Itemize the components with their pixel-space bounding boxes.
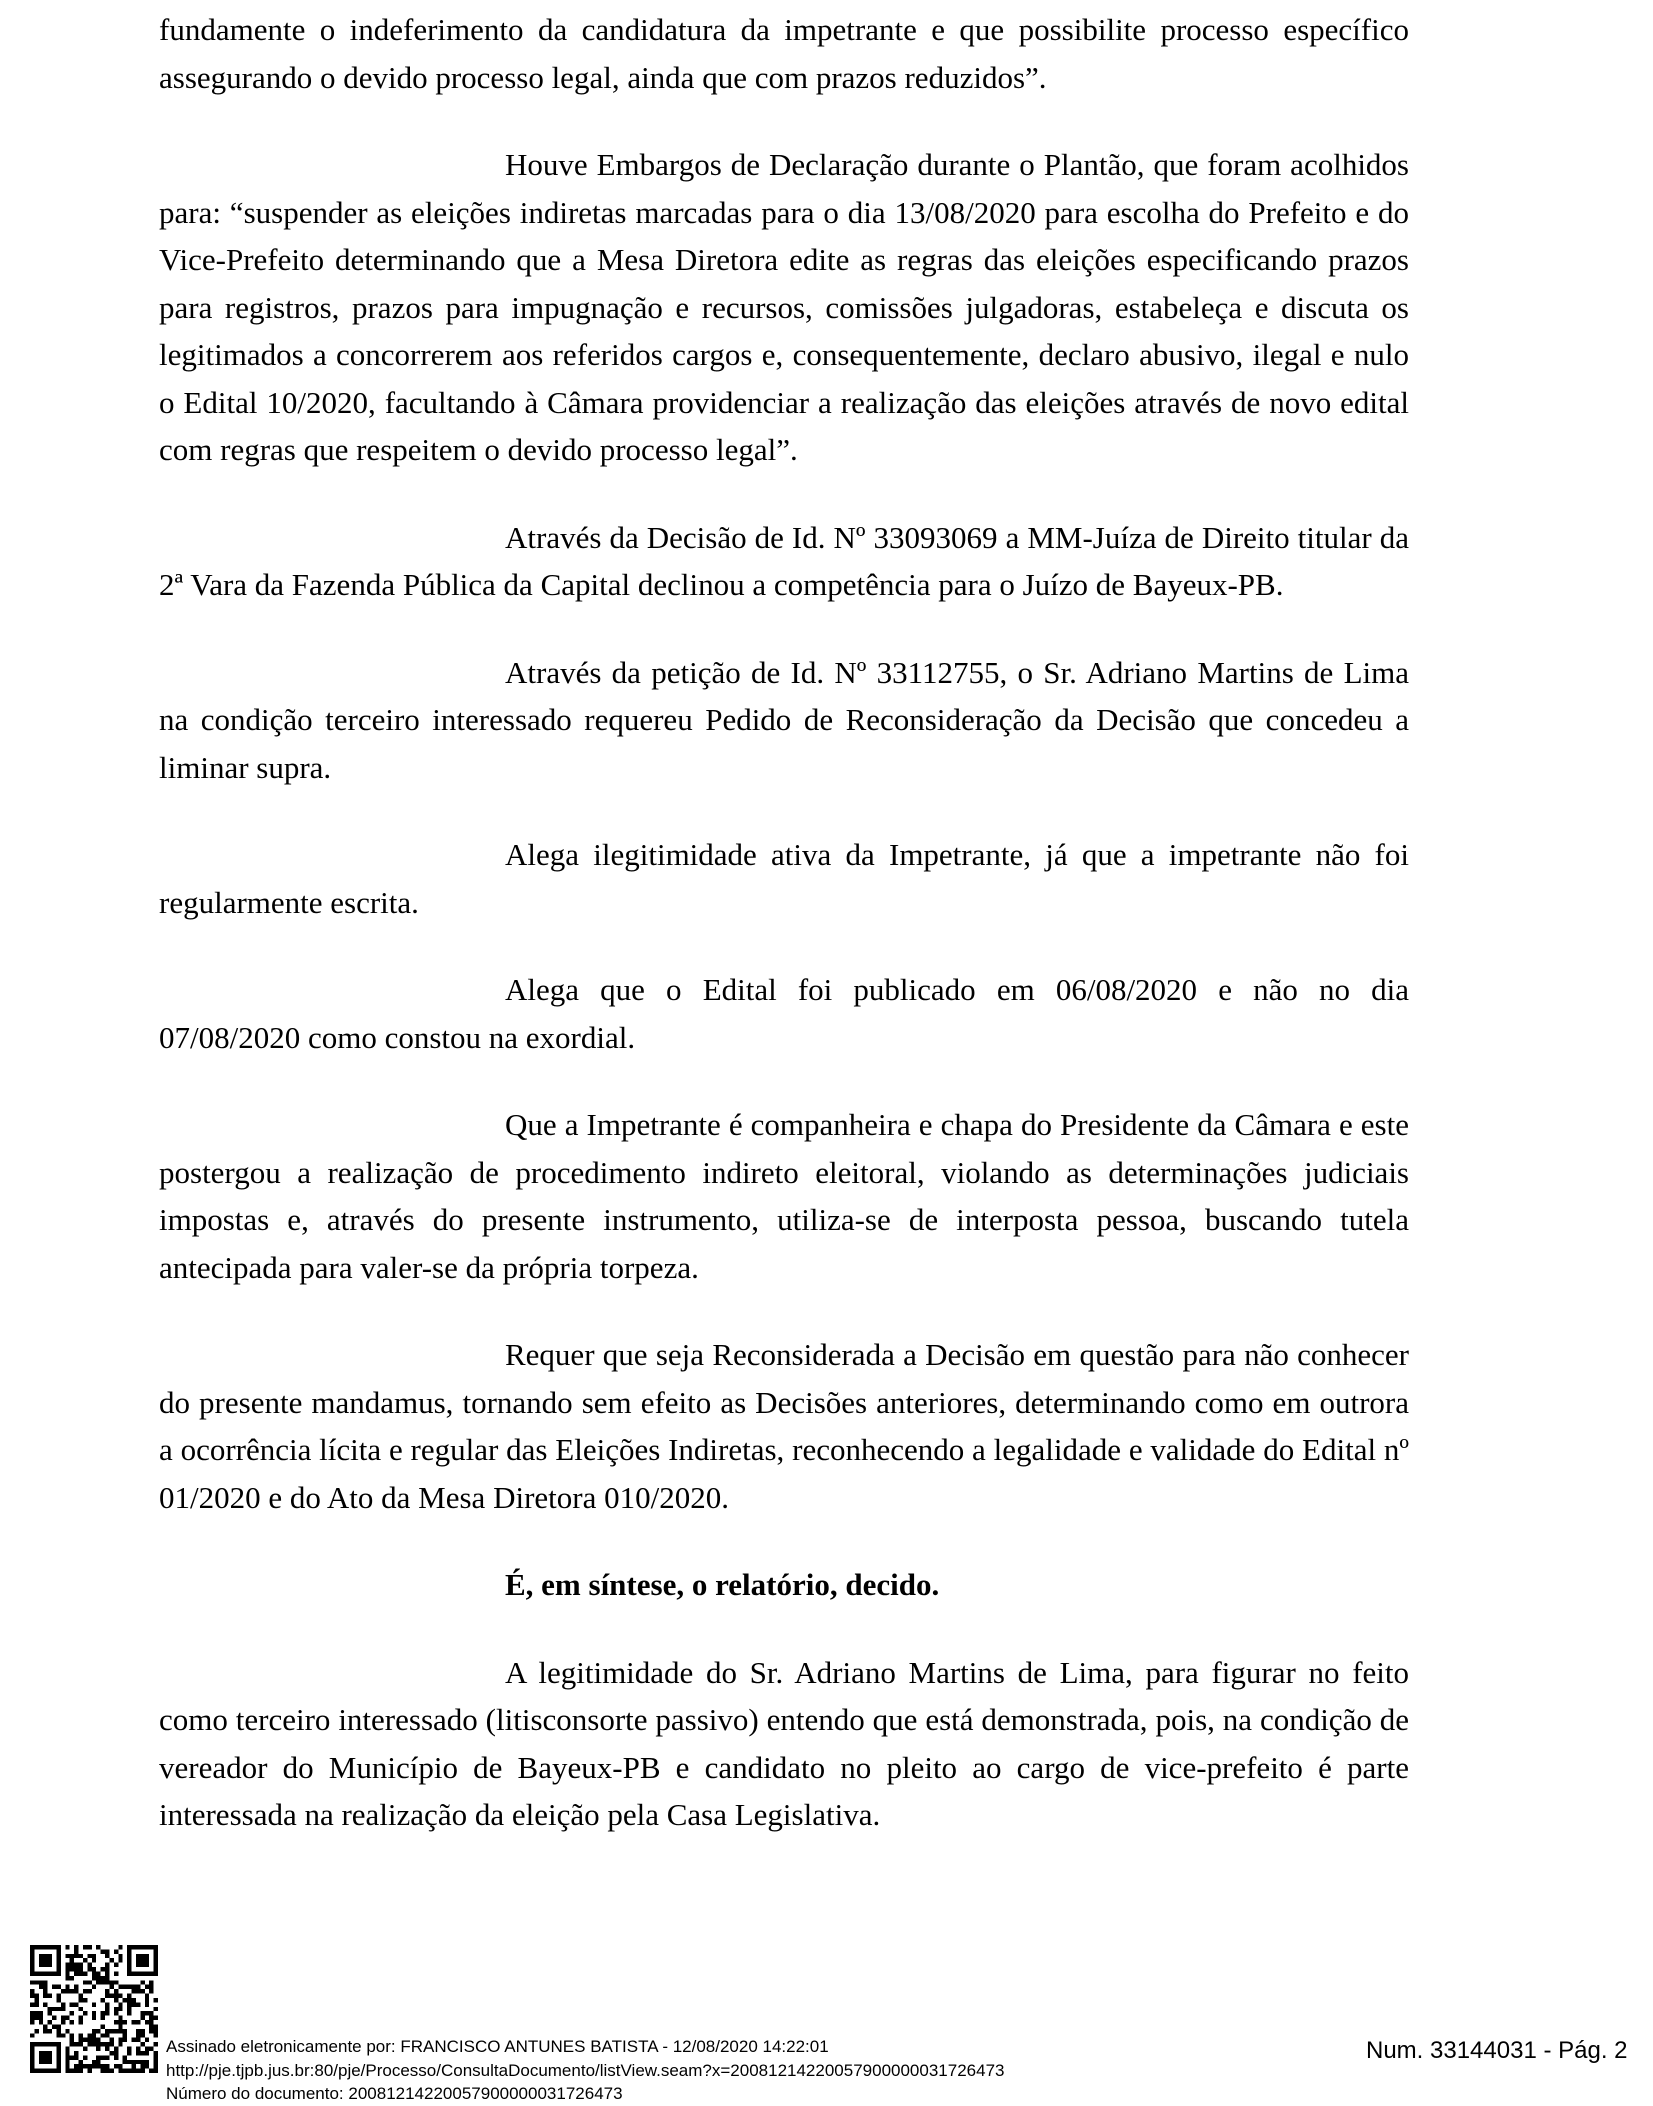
page-number: Num. 33144031 - Pág. 2: [1366, 2037, 1628, 2064]
paragraph-4: Através da petição de Id. Nº 33112755, o Sr. Adriano Martins de Lima na condição terceiro interessado requereu Pedido de Reconsideração da Decisão que concedeu a liminar supra.: [159, 654, 1409, 785]
section-heading: É, em síntese, o relatório, decido.: [505, 1567, 940, 1602]
document-url-link[interactable]: http://pje.tjpb.jus.br:80/pje/Processo/ConsultaDocumento/listView.seam?x=20081214220057900000031726473: [166, 2060, 1005, 2080]
paragraph-1: fundamente o indeferimento da candidatura da impetrante e que possibilite processo específico assegurando o devido processo legal, ainda que com prazos reduzidos”.: [159, 12, 1409, 95]
signed-by-line: Assinado eletronicamente por: FRANCISCO ANTUNES BATISTA - 12/08/2020 14:22:01: [166, 2037, 829, 2056]
paragraph-3: Através da Decisão de Id. Nº 33093069 a MM-Juíza de Direito titular da 2ª Vara da Fazenda Pública da Capital declinou a competência para o Juízo de Bayeux-PB.: [159, 519, 1409, 602]
document-number-line: Número do documento: 20081214220057900000031726473: [166, 2084, 623, 2103]
qr-code-icon[interactable]: [30, 1945, 158, 2073]
paragraph-5: Alega ilegitimidade ativa da Impetrante, já que a impetrante não foi regularmente escrita.: [159, 837, 1409, 920]
document-body: [159, 6, 1409, 1879]
signature-info: [166, 2035, 1004, 2106]
paragraph-9: A legitimidade do Sr. Adriano Martins de Lima, para figurar no feito como terceiro interessado (litisconsorte passivo) entendo que está demonstrada, pois, na condição de vereador do Município de Bayeux-PB e candidato no pleito ao cargo de vice-prefeito é parte interessada na realização da eleição pela Casa Legislativa.: [159, 1654, 1409, 1832]
paragraph-2: Houve Embargos de Declaração durante o Plantão, que foram acolhidos para: “suspender as eleições indiretas marcadas para o dia 13/08/2020 para escolha do Prefeito e do Vice-Prefeito determinando que a Mesa Diretora edite as regras das eleições especificando prazos para registros, prazos para impugnação e recursos, comissões julgadoras, estabeleça e discuta os legitimados a concorrerem aos referidos cargos e, consequentemente, declaro abusivo, ilegal e nulo o Edital 10/2020, facultando à Câmara providenciar a realização das eleições através de novo edital com regras que respeitem o devido processo legal”.: [159, 147, 1409, 467]
paragraph-7: Que a Impetrante é companheira e chapa do Presidente da Câmara e este postergou a realização de procedimento indireto eleitoral, violando as determinações judiciais impostas e, através do presente instrumento, utiliza-se de interposta pessoa, buscando tutela antecipada para valer-se da própria torpeza.: [159, 1107, 1409, 1285]
paragraph-6: Alega que o Edital foi publicado em 06/08/2020 e não no dia 07/08/2020 como constou na exordial.: [159, 972, 1409, 1055]
signature-footer: [0, 1945, 1653, 2105]
paragraph-8: Requer que seja Reconsiderada a Decisão em questão para não conhecer do presente mandamus, tornando sem efeito as Decisões anteriores, determinando como em outrora a ocorrência lícita e regular das Eleições Indiretas, reconhecendo a legalidade e validade do Edital nº 01/2020 e do Ato da Mesa Diretora 010/2020.: [159, 1337, 1409, 1515]
